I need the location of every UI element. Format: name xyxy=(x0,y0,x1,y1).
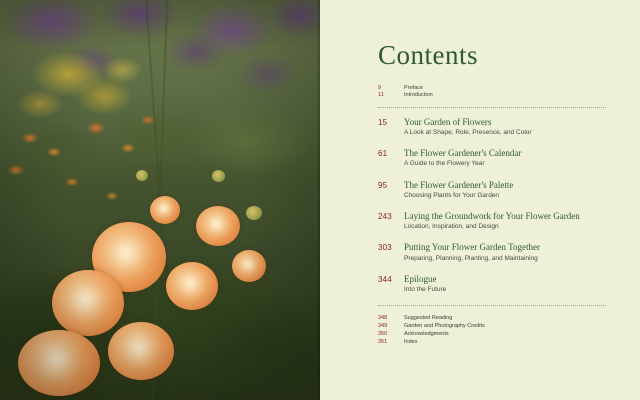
chapter-entry xyxy=(378,211,606,231)
front-matter-row xyxy=(378,92,606,99)
chapter-title: Epilogue xyxy=(404,273,437,284)
entry-label: Garden and Photography Credits xyxy=(404,323,485,330)
chapter-text xyxy=(404,211,606,231)
chapter-entry xyxy=(378,148,606,168)
chapter-subtitle: Choosing Plants for Your Garden xyxy=(404,191,500,199)
entry-label: Suggested Reading xyxy=(404,315,453,322)
chapter-title: Laying the Groundwork for Your Flower Garden xyxy=(404,211,580,222)
chapter-text xyxy=(404,274,606,294)
chapter-subtitle: Location, Inspiration, and Design xyxy=(404,223,499,231)
chapter-subtitle: A Look at Shape, Role, Presence, and Color xyxy=(404,129,532,137)
entry-label: Acknowledgments xyxy=(404,331,449,338)
back-matter-row xyxy=(378,323,606,331)
entry-label: Introduction xyxy=(404,91,433,98)
page-number: 95 xyxy=(378,180,388,190)
chapter-entry xyxy=(378,242,606,262)
chapter-entry xyxy=(378,117,606,137)
chapter-text xyxy=(404,117,606,137)
back-matter-row xyxy=(378,315,606,323)
page-number: 349 xyxy=(378,323,388,330)
divider-rule-top xyxy=(378,107,606,108)
front-matter-row xyxy=(378,85,606,92)
chapter-text xyxy=(404,242,606,262)
page-number: 303 xyxy=(378,243,392,253)
page-number: 61 xyxy=(378,149,388,159)
chapter-title: The Flower Gardener's Palette xyxy=(404,179,514,190)
chapter-subtitle: A Guide to the Flowery Year xyxy=(404,160,485,168)
chapter-subtitle: Preparing, Planning, Planting, and Maintaining xyxy=(404,254,538,262)
entry-label: Index xyxy=(404,339,418,346)
table-of-contents-page xyxy=(320,0,640,400)
page-title: Contents xyxy=(378,40,479,70)
page-number: 344 xyxy=(378,274,392,284)
page-number: 348 xyxy=(378,315,388,322)
chapter-text xyxy=(404,148,606,168)
page-number: 351 xyxy=(378,339,388,346)
chapter-subtitle: Into the Future xyxy=(404,286,447,294)
chapter-list xyxy=(378,117,606,295)
chapter-title: Your Garden of Flowers xyxy=(404,116,492,127)
page-number: 15 xyxy=(378,117,388,127)
page-number: 9 xyxy=(378,85,382,91)
chapter-entry xyxy=(378,274,606,294)
back-matter-row xyxy=(378,331,606,339)
page-number: 11 xyxy=(378,91,385,98)
page-number: 350 xyxy=(378,331,388,338)
back-matter-list xyxy=(378,315,606,347)
chapter-title: The Flower Gardener's Calendar xyxy=(404,148,522,159)
back-matter-row xyxy=(378,339,606,347)
chapter-entry xyxy=(378,180,606,200)
page-number: 243 xyxy=(378,212,392,222)
front-matter-list xyxy=(378,85,606,99)
chapter-text xyxy=(404,180,606,200)
divider-rule-bottom xyxy=(378,305,606,306)
entry-label: Preface xyxy=(404,85,423,91)
chapter-title: Putting Your Flower Garden Together xyxy=(404,242,540,253)
